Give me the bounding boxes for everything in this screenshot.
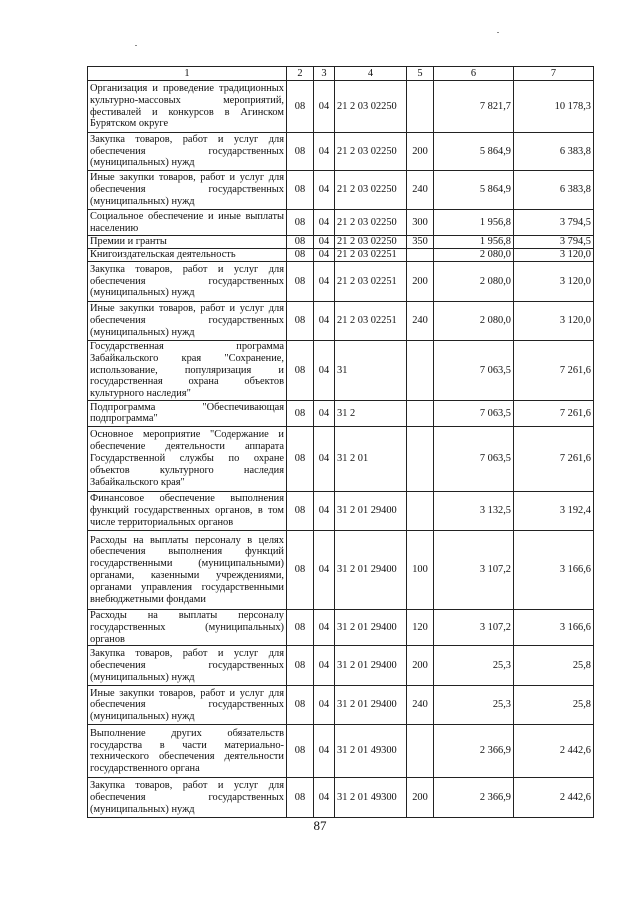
scan-speck xyxy=(135,45,137,46)
row-section: 08 xyxy=(287,725,314,778)
row-amount-year-2: 7 261,6 xyxy=(514,400,594,426)
row-amount-year-2: 3 794,5 xyxy=(514,236,594,249)
row-expense-type: 200 xyxy=(407,778,434,818)
row-name: Финансовое обеспечение выполнения функций государственных органов, в том числе территориальных органов xyxy=(88,491,287,530)
row-subsection: 04 xyxy=(314,609,335,645)
row-name: Подпрограмма "Обеспечивающая подпрограмма" xyxy=(88,400,287,426)
row-amount-year-1: 25,3 xyxy=(434,686,514,725)
table-row xyxy=(88,210,594,236)
row-amount-year-2: 2 442,6 xyxy=(514,725,594,778)
row-section: 08 xyxy=(287,81,314,133)
table-row xyxy=(88,341,594,401)
table-row xyxy=(88,530,594,609)
row-target-code: 31 2 01 29400 xyxy=(335,530,407,609)
row-name: Основное мероприятие "Содержание и обеспечение деятельности аппарата Государственной службы по охране объектов культурного наследия Забайкальского края" xyxy=(88,426,287,491)
row-subsection: 04 xyxy=(314,400,335,426)
row-section: 08 xyxy=(287,609,314,645)
row-expense-type: 100 xyxy=(407,530,434,609)
header-col-4: 4 xyxy=(335,67,407,81)
row-amount-year-1: 2 080,0 xyxy=(434,249,514,262)
row-name: Выполнение других обязательств государства в части материально-технического обеспечения деятельности государственного органа xyxy=(88,725,287,778)
row-section: 08 xyxy=(287,171,314,210)
row-target-code: 31 2 01 29400 xyxy=(335,686,407,725)
table-body xyxy=(88,81,594,818)
row-subsection: 04 xyxy=(314,262,335,302)
row-target-code: 21 2 03 02250 xyxy=(335,81,407,133)
row-name: Закупка товаров, работ и услуг для обеспечения государственных (муниципальных) нужд xyxy=(88,133,287,171)
row-target-code: 21 2 03 02250 xyxy=(335,133,407,171)
row-target-code: 21 2 03 02251 xyxy=(335,249,407,262)
row-amount-year-2: 6 383,8 xyxy=(514,133,594,171)
row-section: 08 xyxy=(287,133,314,171)
row-amount-year-1: 2 366,9 xyxy=(434,725,514,778)
row-expense-type: 240 xyxy=(407,171,434,210)
row-target-code: 31 2 01 29400 xyxy=(335,609,407,645)
row-expense-type xyxy=(407,341,434,401)
row-target-code: 21 2 03 02250 xyxy=(335,210,407,236)
row-amount-year-1: 7 063,5 xyxy=(434,341,514,401)
row-amount-year-1: 7 821,7 xyxy=(434,81,514,133)
header-col-6: 6 xyxy=(434,67,514,81)
row-amount-year-2: 3 192,4 xyxy=(514,491,594,530)
row-expense-type: 300 xyxy=(407,210,434,236)
row-section: 08 xyxy=(287,302,314,341)
row-name: Иные закупки товаров, работ и услуг для обеспечения государственных (муниципальных) нужд xyxy=(88,302,287,341)
row-amount-year-1: 2 080,0 xyxy=(434,302,514,341)
table-row xyxy=(88,725,594,778)
row-target-code: 31 2 01 29400 xyxy=(335,491,407,530)
row-subsection: 04 xyxy=(314,81,335,133)
row-name: Организация и проведение традиционных культурно-массовых мероприятий, фестивалей и конкурсов в Агинском Бурятском округе xyxy=(88,81,287,133)
row-section: 08 xyxy=(287,491,314,530)
row-subsection: 04 xyxy=(314,302,335,341)
row-expense-type: 120 xyxy=(407,609,434,645)
row-expense-type xyxy=(407,725,434,778)
table-row xyxy=(88,426,594,491)
row-amount-year-1: 25,3 xyxy=(434,646,514,686)
row-subsection: 04 xyxy=(314,778,335,818)
row-subsection: 04 xyxy=(314,426,335,491)
row-expense-type: 200 xyxy=(407,262,434,302)
row-name: Иные закупки товаров, работ и услуг для обеспечения государственных (муниципальных) нужд xyxy=(88,171,287,210)
row-target-code: 31 2 01 xyxy=(335,426,407,491)
row-expense-type xyxy=(407,491,434,530)
row-name: Закупка товаров, работ и услуг для обеспечения государственных (муниципальных) нужд xyxy=(88,262,287,302)
header-col-2: 2 xyxy=(287,67,314,81)
table-row xyxy=(88,400,594,426)
scan-speck xyxy=(497,32,499,33)
table-row xyxy=(88,491,594,530)
row-amount-year-1: 3 107,2 xyxy=(434,609,514,645)
row-subsection: 04 xyxy=(314,236,335,249)
row-section: 08 xyxy=(287,236,314,249)
row-amount-year-1: 3 107,2 xyxy=(434,530,514,609)
table-row xyxy=(88,646,594,686)
row-amount-year-2: 3 120,0 xyxy=(514,302,594,341)
row-section: 08 xyxy=(287,426,314,491)
table-row xyxy=(88,249,594,262)
row-amount-year-2: 3 166,6 xyxy=(514,530,594,609)
table-row xyxy=(88,236,594,249)
row-subsection: 04 xyxy=(314,249,335,262)
row-name: Закупка товаров, работ и услуг для обеспечения государственных (муниципальных) нужд xyxy=(88,646,287,686)
row-target-code: 31 2 01 29400 xyxy=(335,646,407,686)
row-amount-year-2: 6 383,8 xyxy=(514,171,594,210)
row-subsection: 04 xyxy=(314,341,335,401)
table-row xyxy=(88,81,594,133)
row-amount-year-2: 25,8 xyxy=(514,646,594,686)
row-subsection: 04 xyxy=(314,491,335,530)
header-row xyxy=(88,67,594,81)
header-col-7: 7 xyxy=(514,67,594,81)
row-section: 08 xyxy=(287,341,314,401)
table-row xyxy=(88,686,594,725)
row-section: 08 xyxy=(287,686,314,725)
page-number: 87 xyxy=(313,818,327,833)
row-amount-year-2: 3 166,6 xyxy=(514,609,594,645)
table-row xyxy=(88,609,594,645)
row-amount-year-2: 2 442,6 xyxy=(514,778,594,818)
row-target-code: 31 2 01 49300 xyxy=(335,778,407,818)
row-subsection: 04 xyxy=(314,210,335,236)
row-target-code: 31 xyxy=(335,341,407,401)
header-col-3: 3 xyxy=(314,67,335,81)
row-subsection: 04 xyxy=(314,686,335,725)
row-amount-year-2: 7 261,6 xyxy=(514,426,594,491)
row-expense-type: 240 xyxy=(407,686,434,725)
row-subsection: 04 xyxy=(314,171,335,210)
row-target-code: 31 2 xyxy=(335,400,407,426)
table-row xyxy=(88,778,594,818)
row-amount-year-1: 5 864,9 xyxy=(434,133,514,171)
header-col-1: 1 xyxy=(88,67,287,81)
row-name: Премии и гранты xyxy=(88,236,287,249)
budget-table xyxy=(87,66,594,818)
row-expense-type xyxy=(407,249,434,262)
row-name: Расходы на выплаты персоналу государственных (муниципальных) органов xyxy=(88,609,287,645)
row-target-code: 21 2 03 02250 xyxy=(335,171,407,210)
row-section: 08 xyxy=(287,400,314,426)
row-subsection: 04 xyxy=(314,725,335,778)
row-target-code: 21 2 03 02251 xyxy=(335,302,407,341)
row-amount-year-1: 2 366,9 xyxy=(434,778,514,818)
header-col-5: 5 xyxy=(407,67,434,81)
row-section: 08 xyxy=(287,210,314,236)
row-amount-year-1: 7 063,5 xyxy=(434,400,514,426)
row-amount-year-1: 2 080,0 xyxy=(434,262,514,302)
row-amount-year-1: 1 956,8 xyxy=(434,210,514,236)
row-expense-type: 350 xyxy=(407,236,434,249)
row-subsection: 04 xyxy=(314,133,335,171)
row-expense-type xyxy=(407,81,434,133)
row-name: Иные закупки товаров, работ и услуг для обеспечения государственных (муниципальных) нужд xyxy=(88,686,287,725)
row-name: Социальное обеспечение и иные выплаты населению xyxy=(88,210,287,236)
row-name: Государственная программа Забайкальского края "Сохранение, использование, популяризация и государственная охрана объектов культурного наследия" xyxy=(88,341,287,401)
row-amount-year-2: 3 120,0 xyxy=(514,262,594,302)
row-amount-year-1: 1 956,8 xyxy=(434,236,514,249)
row-expense-type: 200 xyxy=(407,646,434,686)
row-expense-type xyxy=(407,400,434,426)
row-amount-year-2: 3 120,0 xyxy=(514,249,594,262)
table-row xyxy=(88,302,594,341)
table-row xyxy=(88,133,594,171)
row-section: 08 xyxy=(287,262,314,302)
row-amount-year-2: 7 261,6 xyxy=(514,341,594,401)
row-name: Закупка товаров, работ и услуг для обеспечения государственных (муниципальных) нужд xyxy=(88,778,287,818)
table-row xyxy=(88,171,594,210)
row-amount-year-2: 3 794,5 xyxy=(514,210,594,236)
row-section: 08 xyxy=(287,646,314,686)
row-subsection: 04 xyxy=(314,646,335,686)
row-target-code: 21 2 03 02251 xyxy=(335,262,407,302)
row-amount-year-2: 25,8 xyxy=(514,686,594,725)
row-section: 08 xyxy=(287,530,314,609)
row-section: 08 xyxy=(287,778,314,818)
row-subsection: 04 xyxy=(314,530,335,609)
row-expense-type xyxy=(407,426,434,491)
row-target-code: 31 2 01 49300 xyxy=(335,725,407,778)
row-target-code: 21 2 03 02250 xyxy=(335,236,407,249)
table-row xyxy=(88,262,594,302)
row-name: Книгоиздательская деятельность xyxy=(88,249,287,262)
row-amount-year-2: 10 178,3 xyxy=(514,81,594,133)
row-amount-year-1: 5 864,9 xyxy=(434,171,514,210)
row-section: 08 xyxy=(287,249,314,262)
row-name: Расходы на выплаты персоналу в целях обеспечения выполнения функций государственными (муниципальными) органами, казенными учреждениями, органами управления государственными внебюджетными фондами xyxy=(88,530,287,609)
row-amount-year-1: 3 132,5 xyxy=(434,491,514,530)
row-expense-type: 200 xyxy=(407,133,434,171)
row-amount-year-1: 7 063,5 xyxy=(434,426,514,491)
row-expense-type: 240 xyxy=(407,302,434,341)
